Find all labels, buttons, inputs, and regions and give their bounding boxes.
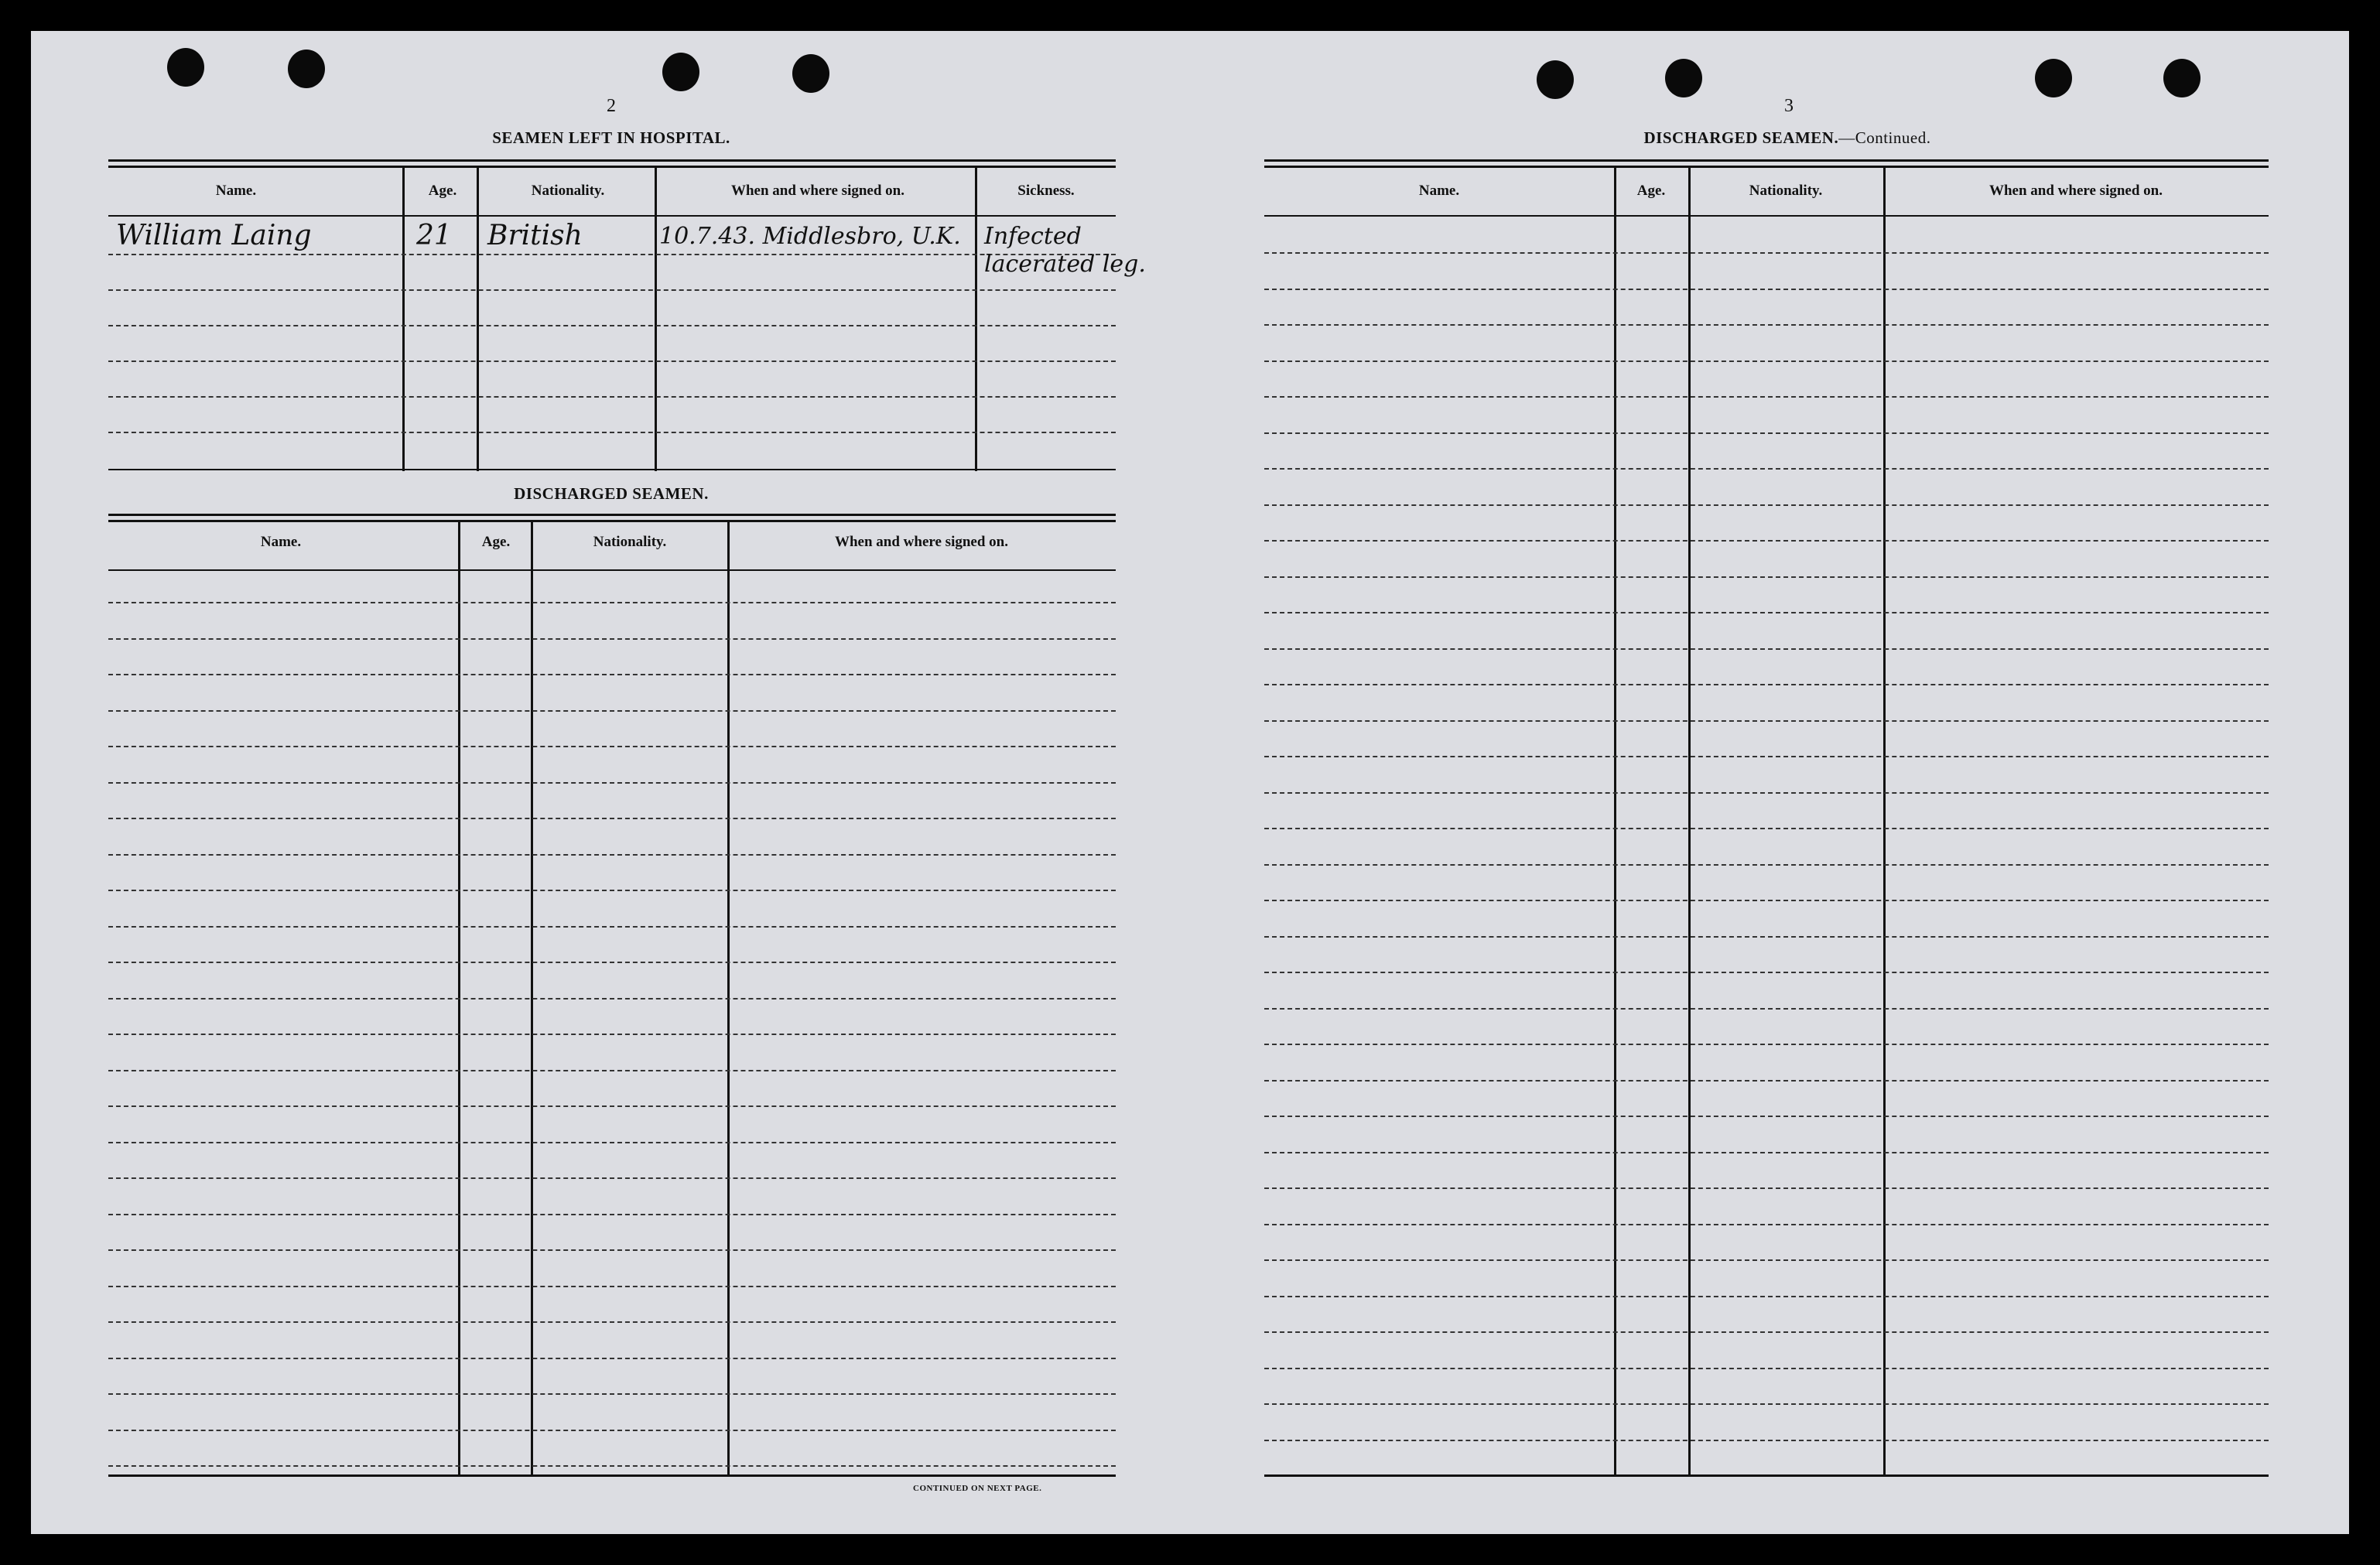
rule xyxy=(108,569,1116,571)
row-line xyxy=(108,289,1116,291)
row-line xyxy=(108,1430,1116,1431)
hospital-nationality-cell: British xyxy=(487,220,583,251)
rule xyxy=(108,520,1116,522)
continued-note: CONTINUED ON NEXT PAGE. xyxy=(913,1484,1042,1493)
row-line xyxy=(1264,360,2269,362)
row-line xyxy=(1264,900,2269,901)
rule xyxy=(1264,215,2269,217)
col-header-nationality: Nationality. xyxy=(531,183,605,199)
row-line xyxy=(1264,468,2269,470)
discharged-continued-title xyxy=(1547,128,2027,148)
row-line xyxy=(1264,576,2269,578)
col-header-signed-on: When and where signed on. xyxy=(1988,183,2163,199)
col-header-sickness: Sickness. xyxy=(1017,183,1075,199)
row-line xyxy=(1264,1044,2269,1045)
row-line xyxy=(1264,289,2269,290)
col-header-signed-on: When and where signed on. xyxy=(834,534,1008,550)
row-line xyxy=(108,1105,1116,1107)
row-line xyxy=(108,854,1116,856)
col-header-name: Name. xyxy=(215,183,257,199)
row-line xyxy=(1264,540,2269,542)
row-line xyxy=(1264,1296,2269,1297)
row-line xyxy=(1264,1331,2269,1333)
row-line xyxy=(108,1177,1116,1179)
hospital-sickness-cell-1: Infected xyxy=(984,223,1082,250)
hospital-age-cell: 21 xyxy=(416,220,452,251)
row-line xyxy=(1264,756,2269,757)
row-line xyxy=(1264,864,2269,866)
row-line xyxy=(1264,936,2269,938)
row-line xyxy=(108,1286,1116,1287)
row-line xyxy=(108,1034,1116,1035)
rule xyxy=(108,469,1116,470)
col-header-nationality: Nationality. xyxy=(593,534,667,550)
row-line xyxy=(1264,1224,2269,1225)
row-line xyxy=(108,396,1116,398)
row-line xyxy=(108,782,1116,784)
col-divider xyxy=(1883,167,1886,1474)
rule xyxy=(1264,1474,2269,1477)
hospital-sickness-cell-2: lacerated leg. xyxy=(984,251,1146,278)
row-line xyxy=(1264,612,2269,613)
row-line xyxy=(108,1249,1116,1251)
col-divider xyxy=(402,167,405,471)
rule xyxy=(1264,159,2269,162)
row-line xyxy=(108,602,1116,603)
row-line xyxy=(1264,1080,2269,1081)
row-line xyxy=(1264,1116,2269,1117)
row-line xyxy=(1264,1403,2269,1405)
row-line xyxy=(1264,504,2269,506)
row-line xyxy=(1264,1259,2269,1261)
title-main: DISCHARGED SEAMEN. xyxy=(1643,128,1839,147)
row-line xyxy=(1264,252,2269,254)
col-header-signed-on: When and where signed on. xyxy=(730,183,904,199)
document-sheet xyxy=(31,31,2349,1534)
row-line xyxy=(1264,828,2269,829)
col-divider xyxy=(655,167,657,471)
hospital-title: SEAMEN LEFT IN HOSPITAL. xyxy=(492,128,730,147)
row-line xyxy=(108,1070,1116,1071)
col-header-name: Name. xyxy=(260,534,302,550)
col-header-name: Name. xyxy=(1418,183,1460,199)
row-line xyxy=(108,1465,1116,1467)
left-page xyxy=(31,31,1192,1534)
col-header-age: Age. xyxy=(1636,183,1666,199)
page-number: 2 xyxy=(607,96,616,116)
row-line xyxy=(1264,972,2269,973)
title-suffix: —Continued. xyxy=(1838,128,1931,147)
col-header-nationality: Nationality. xyxy=(1749,183,1823,199)
row-line xyxy=(108,710,1116,712)
row-line xyxy=(1264,324,2269,326)
rule xyxy=(108,514,1116,516)
row-line xyxy=(108,1142,1116,1143)
right-page xyxy=(1192,31,2349,1534)
row-line xyxy=(108,1214,1116,1215)
rule xyxy=(108,166,1116,168)
row-line xyxy=(1264,792,2269,794)
page-number: 3 xyxy=(1784,96,1794,116)
row-line xyxy=(108,360,1116,362)
row-line xyxy=(108,1393,1116,1395)
row-line xyxy=(108,254,1116,255)
row-line xyxy=(1264,396,2269,398)
row-line xyxy=(108,962,1116,963)
row-line xyxy=(1264,1368,2269,1369)
hospital-signed-on-cell: 10.7.43. Middlesbro, U.K. xyxy=(659,223,961,250)
row-line xyxy=(108,638,1116,640)
row-line xyxy=(1264,1440,2269,1441)
rule xyxy=(108,1474,1116,1477)
row-line xyxy=(108,325,1116,326)
rule xyxy=(108,159,1116,162)
row-line xyxy=(108,674,1116,675)
row-line xyxy=(1264,720,2269,722)
col-divider xyxy=(1614,167,1616,1474)
row-line xyxy=(108,432,1116,433)
rule xyxy=(108,215,1116,217)
row-line xyxy=(1264,1008,2269,1010)
row-line xyxy=(1264,1187,2269,1189)
row-line xyxy=(108,818,1116,819)
row-line xyxy=(108,890,1116,891)
row-line xyxy=(1264,432,2269,434)
hospital-name-cell: William Laing xyxy=(116,220,312,251)
col-divider xyxy=(1688,167,1691,1474)
col-header-age: Age. xyxy=(481,534,511,550)
col-divider xyxy=(477,167,479,471)
row-line xyxy=(1264,648,2269,650)
row-line xyxy=(108,998,1116,999)
row-line xyxy=(108,1358,1116,1359)
discharged-title: DISCHARGED SEAMEN. xyxy=(514,484,709,503)
col-header-age: Age. xyxy=(428,183,457,199)
row-line xyxy=(108,1321,1116,1323)
row-line xyxy=(1264,1152,2269,1153)
row-line xyxy=(108,926,1116,928)
row-line xyxy=(108,746,1116,747)
rule xyxy=(1264,166,2269,168)
col-divider xyxy=(975,167,977,471)
row-line xyxy=(1264,684,2269,685)
